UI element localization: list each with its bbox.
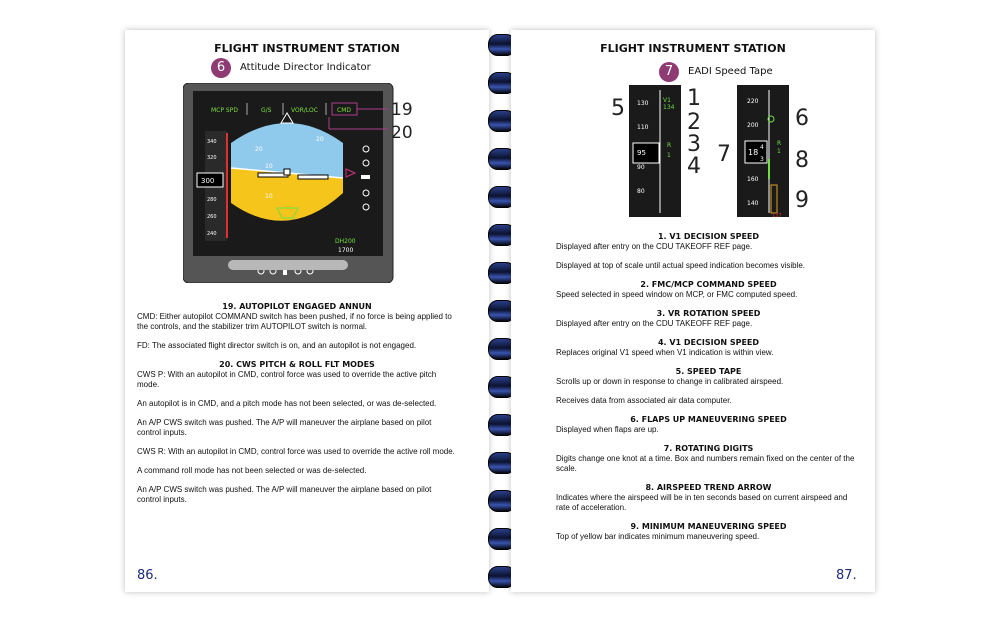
- annunciator-gs: G/S: [261, 107, 272, 114]
- paragraph: CWS R: With an autopilot in CMD, control force was used to override the active roll mode.: [137, 447, 455, 456]
- tape1-tick-130: 130: [637, 100, 649, 107]
- paragraph: Replaces original V1 speed when V1 indication is within view.: [556, 348, 774, 357]
- item-heading: 6. FLAPS UP MANEUVERING SPEED: [630, 415, 787, 424]
- tape2-one-marker: 1: [777, 148, 781, 155]
- tape1-r-marker: R: [667, 142, 672, 149]
- pitch-label-20b: 20: [316, 136, 324, 143]
- section-heading: 19. AUTOPILOT ENGAGED ANNUN: [222, 302, 372, 311]
- paragraph: Displayed at top of scale until actual speed indication becomes visible.: [556, 261, 806, 270]
- section-subtitle: Attitude Director Indicator: [240, 62, 371, 73]
- tape1-tick-80: 80: [637, 188, 645, 195]
- item-heading: 8. AIRSPEED TREND ARROW: [645, 483, 772, 492]
- paragraph: Receives data from associated air data computer.: [556, 396, 732, 405]
- item-heading: 5. SPEED TAPE: [675, 367, 742, 376]
- paragraph: An autopilot is in CMD, and a pitch mode has not been selected, or was de-selected.: [137, 399, 437, 408]
- attitude-director-indicator-illustration: [183, 83, 433, 283]
- callout-1: 1: [687, 86, 701, 111]
- tape2-tick-200: 200: [747, 122, 759, 129]
- callout-2: 2: [687, 110, 701, 135]
- callout-5: 5: [611, 96, 625, 121]
- callout-20: 20: [391, 123, 413, 143]
- paragraph: A command roll mode has not been selected or was de-selected.: [137, 466, 367, 475]
- tape2-digit-upper: 4: [760, 144, 764, 151]
- tape1-tick-110: 110: [637, 124, 649, 131]
- item-heading: 9. MINIMUM MANEUVERING SPEED: [630, 522, 787, 531]
- paragraph: Digits change one knot at a time. Box and numbers remain fixed on the center of the scale.: [556, 454, 855, 473]
- paragraph: Top of yellow bar indicates minimum maneuvering speed.: [556, 532, 760, 541]
- tape2-rotating-digits: 18: [748, 148, 759, 157]
- page-number: 86.: [137, 568, 158, 583]
- paragraph: Speed selected in speed window on MCP, or FMC computed speed.: [556, 290, 798, 299]
- paragraph: FD: The associated flight director switch is on, and an autopilot is not engaged.: [137, 341, 417, 350]
- left-text-block: [137, 302, 457, 505]
- callout-7: 7: [717, 142, 731, 167]
- speed-tick-320: 320: [207, 155, 217, 161]
- paragraph: CMD: Either autopilot COMMAND switch has been pushed, if no force is being applied to the controls, and the stabilizer trim AUTOPILOT switch is normal.: [137, 312, 452, 331]
- dh-label: DH200: [335, 238, 356, 245]
- paragraph: Displayed after entry on the CDU TAKEOFF REF page.: [556, 319, 753, 328]
- page-title: FLIGHT INSTRUMENT STATION: [214, 42, 400, 55]
- section-heading: 20. CWS PITCH & ROLL FLT MODES: [219, 360, 375, 369]
- current-speed: 300: [201, 177, 215, 185]
- item-heading: 7. ROTATING DIGITS: [663, 444, 754, 453]
- speed-tick-240: 240: [207, 231, 217, 237]
- page-title: FLIGHT INSTRUMENT STATION: [600, 42, 786, 55]
- speed-tape-illustration: [607, 85, 817, 220]
- paragraph: An A/P CWS switch was pushed. The A/P will maneuver the airplane based on pilot control inputs.: [137, 485, 432, 504]
- paragraph: Displayed when flaps are up.: [556, 425, 659, 434]
- tape1-tick-90: 90: [637, 164, 645, 171]
- callout-3: 3: [687, 132, 701, 157]
- annunciator-mcp-spd: MCP SPD: [211, 107, 238, 114]
- speed-tick-260: 260: [207, 214, 217, 220]
- item-heading: 2. FMC/MCP COMMAND SPEED: [640, 280, 777, 289]
- item-heading: 4. V1 DECISION SPEED: [657, 338, 760, 347]
- tape2-tick-220: 220: [747, 98, 759, 105]
- section-badge: 7: [659, 62, 679, 82]
- item-heading: 3. VR ROTATION SPEED: [656, 309, 761, 318]
- tape2-bottom-label: 137: [772, 213, 782, 219]
- annunciator-vor-loc: VOR/LOC: [291, 107, 318, 114]
- paragraph: Scrolls up or down in response to change in calibrated airspeed.: [556, 377, 784, 386]
- paragraph: CWS P: With an autopilot in CMD, control force was used to override the active pitch mode.: [137, 370, 437, 389]
- tape2-tick-160: 160: [747, 176, 759, 183]
- left-page: [125, 30, 489, 592]
- callout-4: 4: [687, 154, 701, 179]
- callout-6: 6: [795, 106, 809, 131]
- altitude-value: 1700: [338, 247, 354, 254]
- tape1-current-speed: 95: [637, 149, 646, 157]
- tape2-digit-lower: 3: [760, 156, 764, 163]
- speed-tick-340: 340: [207, 139, 217, 145]
- pitch-label-10: 10: [265, 163, 273, 170]
- tape1-v1-value: 134: [663, 104, 675, 111]
- callout-9: 9: [795, 188, 809, 213]
- speed-tick-280: 280: [207, 197, 217, 203]
- callout-8: 8: [795, 148, 809, 173]
- paragraph: Indicates where the airspeed will be in ten seconds based on current airspeed and rate of acceleration.: [556, 493, 848, 512]
- right-page: [511, 30, 875, 592]
- paragraph: An A/P CWS switch was pushed. The A/P will maneuver the airplane based on pilot control inputs.: [137, 418, 432, 437]
- spiral-binding: [488, 24, 512, 600]
- tape1-v1-label: V1: [663, 97, 671, 104]
- section-subtitle: EADI Speed Tape: [688, 66, 773, 77]
- tape2-r-marker: R: [777, 140, 782, 147]
- item-heading: 1. V1 DECISION SPEED: [657, 232, 760, 241]
- tape1-one-marker: 1: [667, 152, 671, 159]
- callout-19: 19: [391, 100, 413, 120]
- annunciator-cmd: CMD: [337, 107, 351, 114]
- section-badge: 6: [211, 58, 231, 78]
- page-number: 87.: [836, 568, 857, 583]
- paragraph: Displayed after entry on the CDU TAKEOFF REF page.: [556, 242, 753, 251]
- tape2-tick-140: 140: [747, 200, 759, 207]
- pitch-label-20: 20: [255, 146, 263, 153]
- pitch-label-10b: 10: [265, 193, 273, 200]
- right-text-block: [556, 232, 861, 542]
